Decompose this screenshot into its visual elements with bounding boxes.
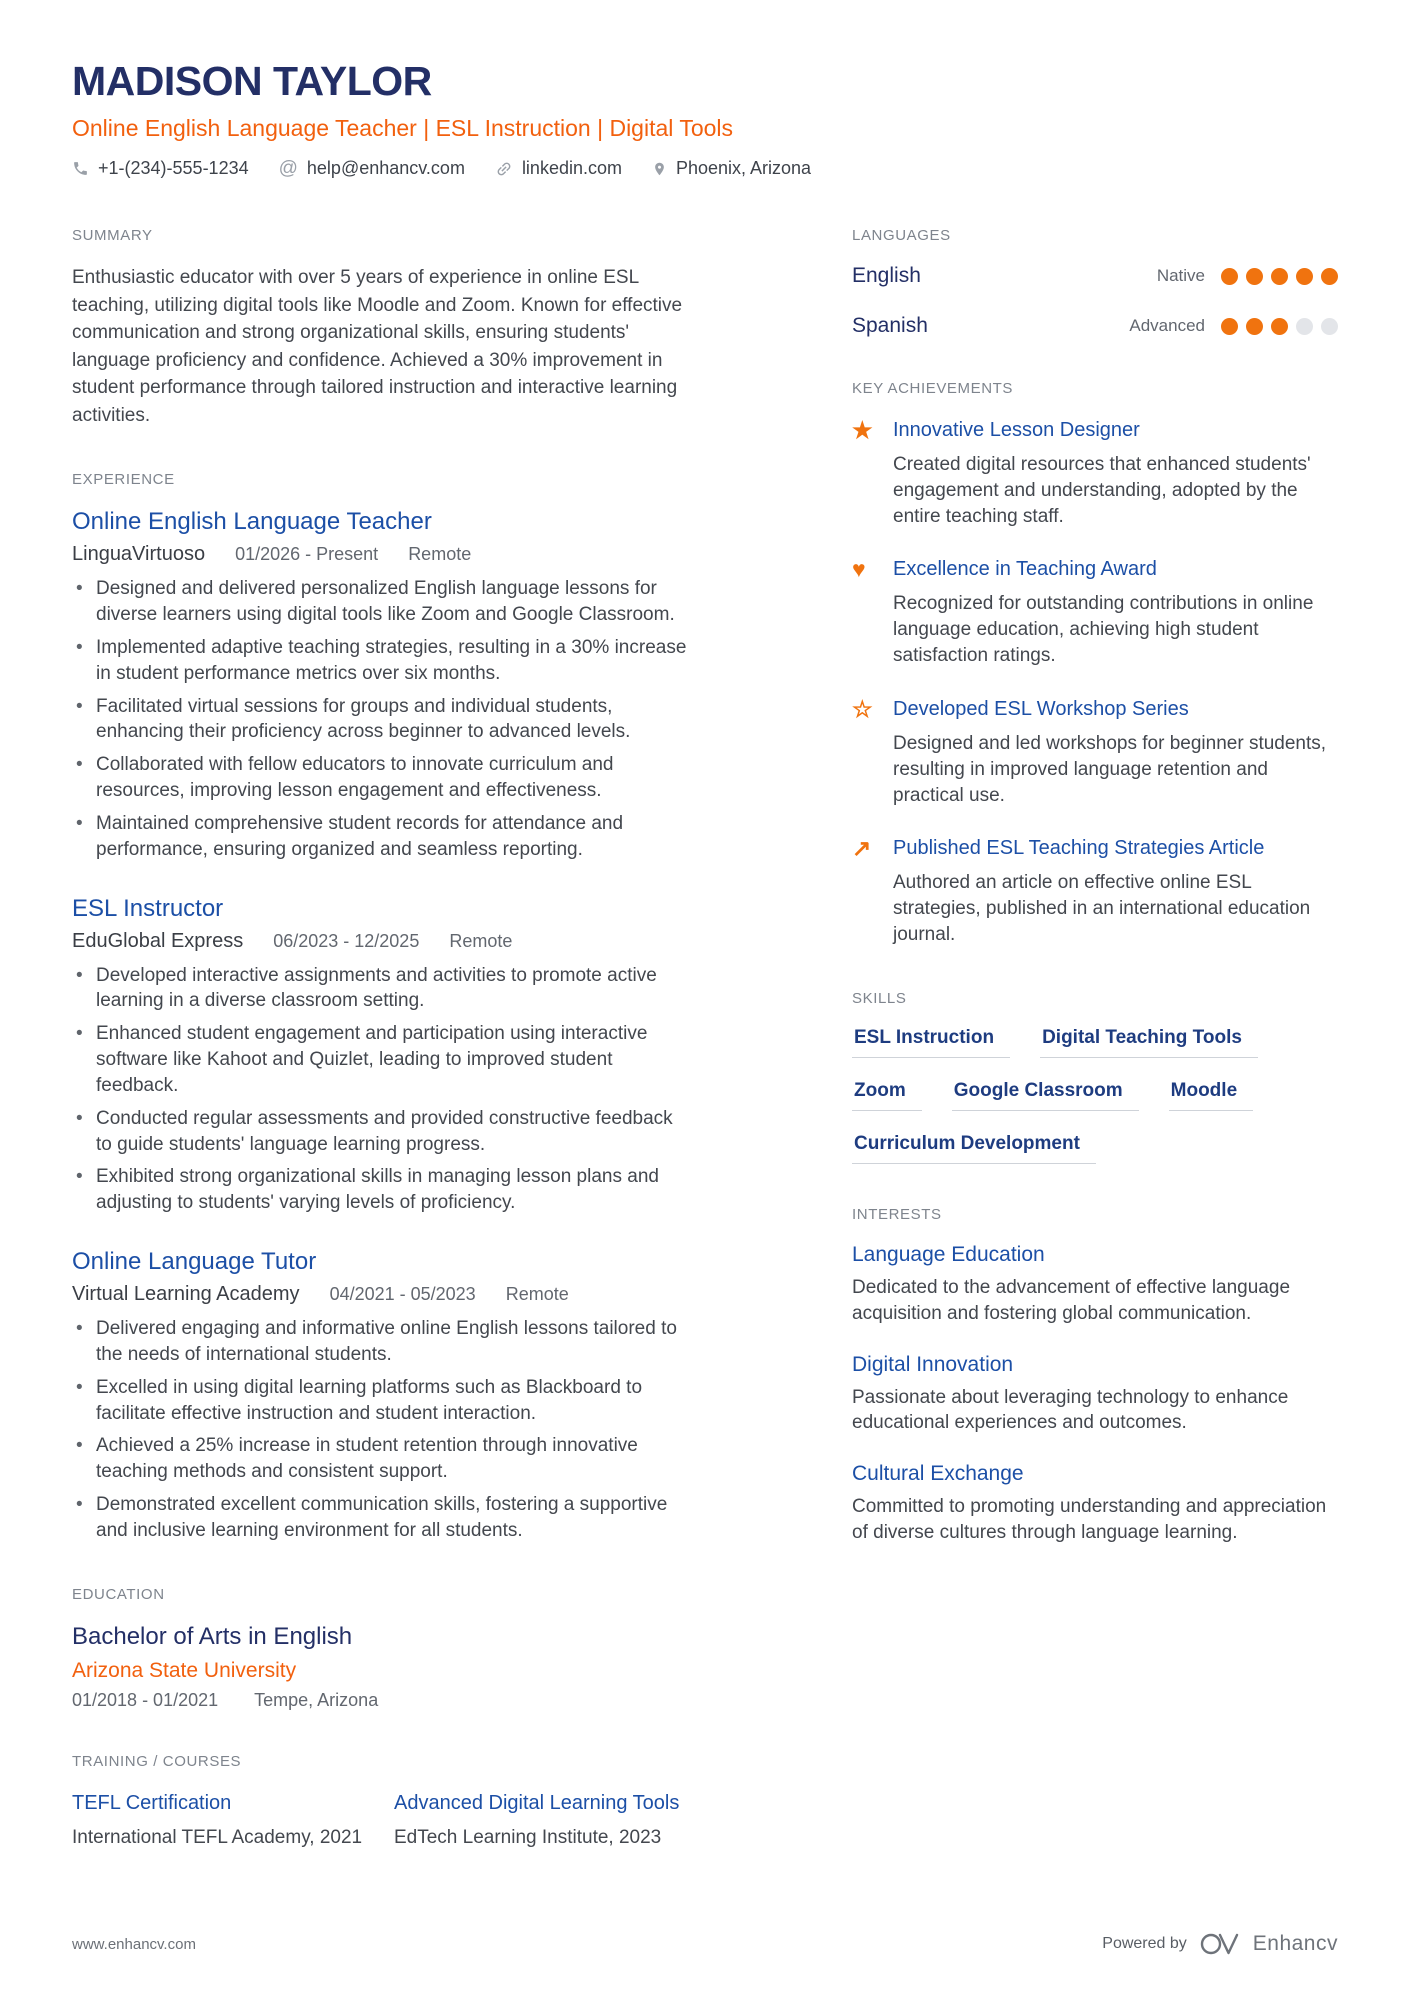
summary-text: Enthusiastic educator with over 5 years of experience in online ESL teaching, utilizing digital tools like Moodle and Zoom. Known for effective communication and strong organizational skills, ensuring students' language proficiency and confidence. Achieved a 30% improvement in student performance through tailored instruction and interactive learning activities. [72, 267, 683, 426]
job-bullet: • Developed interactive assignments and activities to promote active learning in a diverse classroom setting. [96, 963, 690, 1015]
job-bullet: • Conducted regular assessments and provided constructive feedback to guide students' language learning progress. [96, 1106, 690, 1158]
language-row [852, 314, 1338, 338]
courses-list [72, 1790, 690, 1851]
contact-location-text: Phoenix, Arizona [675, 158, 812, 178]
achievement-title: Innovative Lesson Designer [893, 419, 1140, 441]
achievement-title: Excellence in Teaching Award [893, 558, 1157, 581]
job-bullet: • Demonstrated excellent communication skills, fostering a supportive and inclusive learning environment for all students. [96, 1492, 690, 1544]
experience-section [72, 471, 690, 1543]
job-entry [72, 895, 690, 1216]
star-icon: ★ [852, 417, 873, 443]
level-dot-filled [1246, 318, 1263, 335]
job-bullet: • Delivered engaging and informative online English lessons tailored to the needs of international students. [96, 1316, 690, 1368]
interests-section [852, 1206, 1338, 1546]
level-dot-filled [1296, 268, 1313, 285]
interests-heading: INTERESTS [852, 1205, 942, 1223]
content-columns [72, 227, 1338, 1892]
skill-tag: Curriculum Development [852, 1133, 1096, 1164]
phone-icon [72, 160, 89, 177]
job-meta [72, 930, 690, 953]
achievement-desc: Designed and led workshops for beginner students, resulting in improved language retention and practical use. [893, 732, 1327, 806]
interest-title: Language Education [852, 1242, 1045, 1266]
job-meta [72, 1283, 690, 1306]
skills-heading: SKILLS [852, 989, 907, 1007]
experience-heading: EXPERIENCE [72, 471, 175, 489]
achievement-title: Developed ESL Workshop Series [893, 697, 1189, 720]
skill-tag: Digital Teaching Tools [1040, 1027, 1258, 1058]
level-dot-filled [1221, 268, 1238, 285]
education-heading: EDUCATION [72, 1585, 165, 1603]
job-title: Online Language Tutor [72, 1248, 317, 1276]
contact-email-text[interactable]: help@enhancv.com [306, 158, 465, 178]
powered-by[interactable] [1102, 1931, 1338, 1957]
job-dates: 01/2026 - Present [235, 544, 379, 565]
job-title: ESL Instructor [72, 894, 224, 922]
heart-icon: ♥ [852, 556, 866, 583]
degree-title: Bachelor of Arts in English [72, 1622, 353, 1650]
interest-entry [852, 1462, 1338, 1546]
language-level-label: Advanced [1129, 316, 1205, 335]
achievement-desc: Authored an article on effective online ESL strategies, published in an international education journal. [893, 872, 1311, 946]
level-dot-filled [1271, 318, 1288, 335]
contact-link-text[interactable]: linkedin.com [521, 158, 622, 178]
course-title: Advanced Digital Learning Tools [394, 1791, 680, 1814]
contact-phone [72, 158, 249, 179]
interest-entry [852, 1243, 1338, 1327]
achievement-entry [852, 556, 1338, 668]
level-dot-filled [1271, 268, 1288, 285]
course-org: EdTech Learning Institute, 2023 [394, 1826, 662, 1848]
job-bullet: • Achieved a 25% increase in student retention through innovative teaching methods and consistent support. [96, 1433, 690, 1485]
interest-desc: Passionate about leveraging technology to enhance educational experiences and outcomes. [852, 1386, 1289, 1434]
course-entry [72, 1790, 368, 1851]
job-location: Remote [505, 1284, 569, 1305]
job-bullet: • Implemented adaptive teaching strategies, resulting in a 30% increase in student performance metrics over six months. [96, 635, 690, 687]
achievement-body [893, 835, 1338, 947]
job-bullet: • Maintained comprehensive student records for attendance and performance, ensuring organized and seamless reporting. [96, 811, 690, 863]
interest-entry [852, 1353, 1338, 1437]
job-entry [72, 1248, 690, 1544]
contact-row [72, 158, 1338, 179]
level-dot-filled [1321, 268, 1338, 285]
skills-list [852, 1027, 1338, 1164]
language-level [1129, 316, 1338, 336]
school-name: Arizona State University [72, 1658, 297, 1682]
job-company: LinguaVirtuoso [72, 543, 206, 566]
interest-desc: Dedicated to the advancement of effective language acquisition and fostering global communication. [852, 1276, 1291, 1324]
interest-desc: Committed to promoting understanding and appreciation of diverse cultures through language learning. [852, 1496, 1327, 1544]
skill-tag: Zoom [852, 1080, 922, 1111]
headline: Online English Language Teacher | ESL Instruction | Digital Tools [72, 115, 734, 141]
job-dates: 06/2023 - 12/2025 [273, 930, 420, 951]
job-meta [72, 543, 690, 566]
job-entry [72, 508, 690, 862]
left-column [72, 227, 690, 1892]
job-bullets [72, 576, 690, 862]
skill-tag: ESL Instruction [852, 1027, 1010, 1058]
achievements-heading: KEY ACHIEVEMENTS [852, 380, 1014, 397]
job-location: Remote [449, 930, 513, 951]
job-bullet: • Exhibited strong organizational skills in managing lesson plans and adjusting to students' varying levels of proficiency. [96, 1164, 690, 1216]
right-column [852, 227, 1338, 1892]
job-bullet: • Collaborated with fellow educators to innovate curriculum and resources, improving lesson engagement and effectiveness. [96, 752, 690, 804]
contact-email[interactable] [279, 158, 465, 179]
summary-section [72, 227, 690, 429]
skill-tag: Moodle [1169, 1080, 1254, 1111]
training-section [72, 1753, 690, 1851]
achievement-desc: Recognized for outstanding contributions in online language education, achieving high student satisfaction ratings. [893, 593, 1314, 667]
level-dot-filled [1221, 318, 1238, 335]
education-section [72, 1586, 690, 1711]
job-bullet: • Facilitated virtual sessions for groups and individual students, enhancing their proficiency across beginner to advanced levels. [96, 694, 690, 746]
person-name: MADISON TAYLOR [72, 58, 432, 104]
achievement-entry [852, 835, 1338, 947]
language-name: Spanish [852, 314, 928, 337]
level-dot-empty [1321, 318, 1338, 335]
job-location: Remote [408, 544, 472, 565]
achievements-section [852, 380, 1338, 948]
location-pin-icon [652, 160, 667, 178]
job-company: EduGlobal Express [72, 929, 244, 952]
job-company: Virtual Learning Academy [72, 1283, 300, 1306]
level-dot-empty [1296, 318, 1313, 335]
trending-arrow-icon: ↗ [852, 835, 872, 862]
star-outline-icon: ☆ [852, 695, 873, 722]
education-meta [72, 1690, 690, 1711]
course-title: TEFL Certification [72, 1791, 232, 1814]
job-bullets [72, 1316, 690, 1544]
job-bullets [72, 963, 690, 1216]
achievement-body [893, 556, 1338, 668]
course-entry [394, 1790, 690, 1851]
footer [72, 1931, 1338, 1957]
achievement-body [893, 696, 1338, 808]
enhancv-logo-icon [1199, 1931, 1241, 1957]
education-location: Tempe, Arizona [254, 1689, 379, 1710]
interest-title: Digital Innovation [852, 1352, 1014, 1376]
job-bullet: • Designed and delivered personalized English language lessons for diverse learners using digital tools like Zoom and Google Classroom. [96, 576, 690, 628]
training-heading: TRAINING / COURSES [72, 1752, 242, 1770]
powered-by-label: Powered by [1102, 1935, 1187, 1952]
job-title: Online English Language Teacher [72, 508, 432, 536]
achievement-entry [852, 696, 1338, 808]
language-level-label: Native [1156, 266, 1205, 285]
summary-heading: SUMMARY [72, 227, 153, 244]
language-level-dots [1221, 318, 1338, 335]
job-bullet: • Excelled in using digital learning platforms such as Blackboard to facilitate effective instruction and student interaction. [96, 1375, 690, 1427]
language-level [1157, 266, 1338, 286]
footer-site-link[interactable]: www.enhancv.com [72, 1935, 196, 1953]
language-level-dots [1221, 268, 1338, 285]
skills-section [852, 990, 1338, 1164]
achievement-desc: Created digital resources that enhanced students' engagement and understanding, adopted by the entire teaching staff. [893, 454, 1311, 527]
achievement-body [893, 417, 1338, 529]
languages-heading: LANGUAGES [852, 227, 951, 244]
course-org: International TEFL Academy, 2021 [72, 1826, 363, 1848]
interest-title: Cultural Exchange [852, 1462, 1024, 1486]
skill-tag: Google Classroom [952, 1080, 1139, 1111]
achievement-title: Published ESL Teaching Strategies Article [893, 837, 1265, 860]
contact-location [652, 158, 811, 179]
languages-section [852, 227, 1338, 338]
enhancv-brand-text: Enhancv [1252, 1932, 1338, 1955]
job-dates: 04/2021 - 05/2023 [329, 1284, 476, 1305]
achievement-entry [852, 417, 1338, 529]
link-icon [491, 156, 516, 181]
contact-phone-text: +1-(234)-555-1234 [98, 158, 249, 178]
at-icon: @ [278, 158, 298, 179]
language-row [852, 264, 1338, 288]
language-name: English [852, 264, 921, 287]
education-dates: 01/2018 - 01/2021 [72, 1689, 219, 1710]
level-dot-filled [1246, 268, 1263, 285]
job-bullet: • Enhanced student engagement and participation using interactive software like Kahoot and Quizlet, leading to improved student feedback. [96, 1021, 690, 1098]
header [72, 58, 1338, 179]
contact-link[interactable] [495, 158, 622, 179]
